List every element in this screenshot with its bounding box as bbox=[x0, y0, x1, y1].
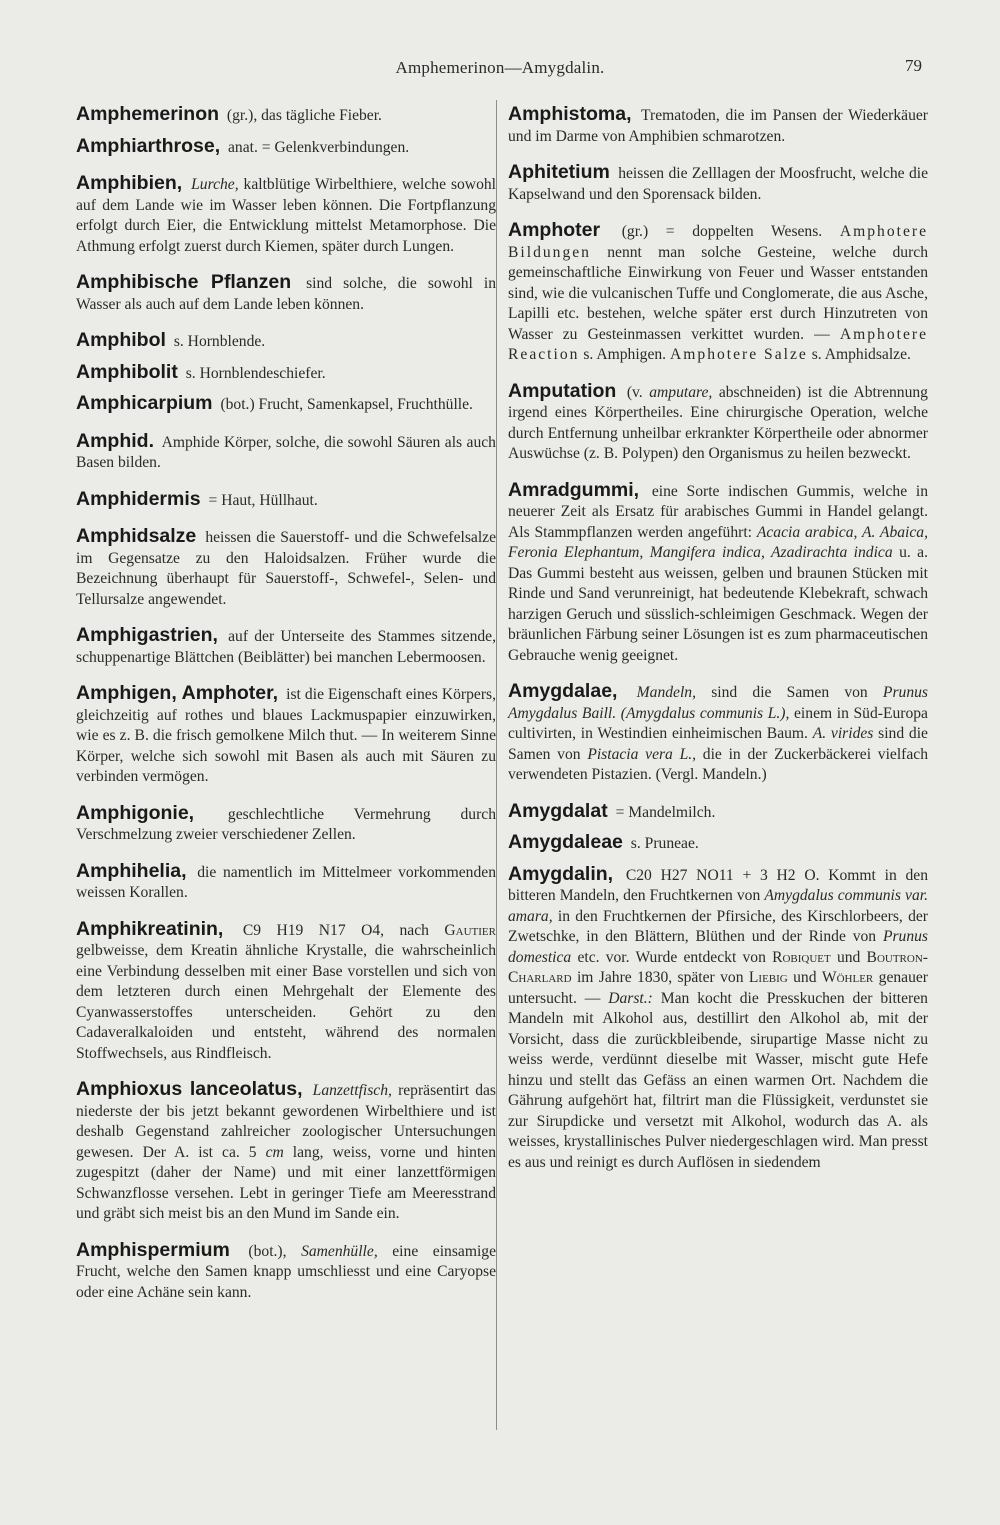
entry-text: genauer untersucht. — bbox=[508, 969, 928, 1007]
entry-amphidsalze bbox=[76, 526, 496, 610]
entry-amradgummi bbox=[508, 480, 928, 667]
entry-headword: Amphoter bbox=[508, 219, 601, 241]
entry-italic: Samenhülle, bbox=[301, 1242, 378, 1260]
entry-text: lang, weiss, vorne und hinten zugespitzt (daher der Name) und mit einer lanzettförmigen Schwanzflosse versehen. Lebt in geringer Tiefe am Meeresstrand und gräbt sich meist bis an den Mund im Sande ein. bbox=[76, 1143, 496, 1222]
entry-text: s. Hornblende. bbox=[173, 333, 266, 350]
author-name: Robiquet bbox=[772, 948, 831, 966]
entry-italic: Lanzettfisch, bbox=[312, 1082, 392, 1099]
entry-text: = Mandelmilch. bbox=[615, 803, 716, 821]
entry-text: Kommt in den bitteren Mandeln, den Fruchtkernen von bbox=[508, 866, 929, 904]
entry-italic: A. virides bbox=[812, 725, 874, 742]
entry-text: kaltblütige Wirbelthiere, welche sowohl auf dem Lande wie im Wasser leben können. Die Fortpflanzung erfolgt durch Eier, die Entwicklung mittelst Metamorphose. Die Athmung erfolgt zuerst durch Kiemen, später durch Lungen. bbox=[76, 176, 496, 255]
entry-amphicarpium bbox=[76, 393, 496, 416]
entry-text: = Haut, Hüllhaut. bbox=[208, 491, 318, 509]
entry-amphibolit bbox=[76, 362, 496, 385]
entry-text: gelbweisse, dem Kreatin ähnliche Krystalle, die wahrscheinlich eine Verbindung desselben mit einer Base vorstellen und sich von dem letzteren durch einen Mehrgehalt der Elemente des Cyanwasserstoffes unterscheiden. Gehört zu den Cadaveralkaloiden und entsteht, während des normalen Stoffwechsels, aus Rindfleisch. bbox=[76, 942, 496, 1062]
entry-text: Trematoden, die im Pansen der Wiederkäuer und im Darme von Amphibien schmarotzen. bbox=[508, 107, 928, 145]
entry-italic: Amygdalus communis var. amara, bbox=[508, 887, 928, 925]
entry-text: s. Hornblendeschiefer. bbox=[185, 364, 326, 382]
entry-italic: Pistacia vera L., bbox=[587, 745, 697, 763]
entry-headword: Amygdaleae bbox=[508, 831, 623, 853]
entry-headword: Amphigonie, bbox=[76, 801, 195, 824]
entry-amphoter bbox=[508, 220, 928, 366]
entry-text: sind solche, die sowohl in Wasser als auch auf dem Lande leben können. bbox=[76, 275, 496, 313]
entry-text: und bbox=[793, 969, 817, 986]
entry-amphibische-pflanzen bbox=[76, 272, 496, 315]
entry-italic: Mandeln, bbox=[636, 684, 697, 701]
entry-headword: Amputation bbox=[508, 379, 617, 402]
entry-amphiarthrose bbox=[76, 136, 496, 159]
entry-text: heissen die Zelllagen der Moosfrucht, welche die Kapselwand und den Sporensack bilden. bbox=[508, 165, 928, 203]
entry-text: die namentlich im Mittelmeer vorkommenden weissen Korallen. bbox=[76, 863, 496, 901]
left-column bbox=[76, 104, 496, 1318]
entry-amphibol bbox=[76, 330, 496, 353]
entry-italic: Darst.: bbox=[608, 989, 653, 1007]
entry-headword: Amphibische Pflanzen bbox=[76, 271, 292, 293]
entry-text: Man kocht die Presskuchen der bitteren Mandeln mit Alkohol aus, destillirt den Alkohol ab, mit der Vorsicht, dass die zurückbleibende, sirupartige Masse nicht zu weiss werde, verdünnt dieselbe mit Wasser, mischt gute Hefe hinzu und stellt das Gefäss an einen warmen Ort. Nachdem die Gährung aufgehört hat, filtrirt man die Flüssigkeit, verdunstet sie zur Sirupdicke und versetzt mit Alkohol, wodurch das A. als weisses, krystallinisches Pulver niedergeschlagen wird. Man presst es aus und reinigt es durch Auflösen in siedendem bbox=[508, 989, 928, 1171]
entry-amphihelia bbox=[76, 861, 496, 904]
page-header bbox=[0, 58, 1000, 88]
entry-text: (gr.) = doppelten Wesens. bbox=[621, 223, 823, 240]
entry-amygdalin bbox=[508, 864, 928, 1174]
entry-headword: Amphid. bbox=[76, 429, 154, 452]
entry-text: (gr.), das tägliche Fieber. bbox=[226, 107, 382, 124]
entry-amphioxus bbox=[76, 1079, 496, 1225]
entry-text: abschneiden) ist die Abtrennung irgend eines Körpertheiles. Eine chirurgische Operation, welche durch Entfernung unheilbar erkrankter Körpertheile oder abnormer Auswüchse (z. B. Polypen) den Organismus zu heilen bezweckt. bbox=[508, 383, 928, 462]
entry-text: Amphide Körper, solche, die sowohl Säuren als auch Basen bilden. bbox=[76, 433, 496, 471]
entry-headword: Amphibol bbox=[76, 329, 166, 351]
entry-italic: Prunus domestica bbox=[508, 928, 928, 966]
entry-text: einem in Süd-Europa cultivirten, in Westindien einheimischen Baum. bbox=[508, 704, 928, 742]
entry-headword: Amphidsalze bbox=[76, 525, 197, 547]
entry-headword: Amphistoma, bbox=[508, 103, 632, 125]
entry-text: (v. bbox=[626, 383, 643, 401]
entry-headword: Amygdalin, bbox=[508, 862, 614, 885]
entry-text: auf der Unterseite des Stammes sitzende, schuppenartige Blättchen (Beiblätter) bei manchen Lebermoosen. bbox=[76, 628, 496, 666]
entry-headword: Amphidermis bbox=[76, 487, 201, 510]
entry-amphidermis bbox=[76, 489, 496, 512]
entry-text: heissen die Sauerstoff- und die Schwefelsalze im Gegensatze zu den Haloidsalzen. Früher wurde die Bezeichnung überhaupt für Sauerstoff-, Schwefel-, Selen- und Tellursalze angewendet. bbox=[76, 529, 496, 608]
entry-text: (bot.) Frucht, Samenkapsel, Fruchthülle. bbox=[220, 396, 473, 413]
author-name: Liebig bbox=[748, 969, 788, 986]
spaced-term: Amphotere Reaction bbox=[508, 325, 928, 363]
chemical-formula: C20 H27 NO11 + 3 H2 O. bbox=[625, 866, 820, 884]
entry-text: sind die Samen von bbox=[711, 684, 868, 701]
entry-text: nennt man solche Gesteine, welche durch gemeinschaftliche Einwirkung von Feuer und Wasser entstanden sind, wie die vulcanischen Tuffe und Conglomerate, die aus Asche, Lapilli etc. bestehen, welche später erst durch Hinzutreten von Wasser zu Gesteinmassen verkittet wurden. — bbox=[508, 243, 928, 343]
entry-amphigen bbox=[76, 683, 496, 788]
entry-text: ist die Eigenschaft eines Körpers, gleichzeitig auf rothes und blaues Lackmuspapier einzuwirken, wie es z. B. die frisch gemolkene Milch thut. — In weiterem Sinne Körper, welche sich sowohl mit Basen als auch mit Säuren zu verbinden vermögen. bbox=[76, 686, 496, 785]
entry-italic: Lurche, bbox=[191, 176, 239, 193]
entry-headword: Aphitetium bbox=[508, 161, 610, 183]
entry-text: repräsentirt das niederste der bis jetzt bekannt gewordenen Wirbelthiere und ist deshalb Gegenstand zahlreicher zoologischer Untersuchungen gewesen. Der A. ist ca. 5 bbox=[76, 1082, 496, 1161]
entry-amputation bbox=[508, 381, 928, 465]
author-name: Gautier bbox=[444, 921, 496, 939]
entry-headword: Amphibien, bbox=[76, 172, 183, 194]
entry-headword: Amradgummi, bbox=[508, 478, 640, 501]
entry-text: etc. vor. Wurde entdeckt von bbox=[577, 948, 766, 966]
entry-amygdalae bbox=[508, 681, 928, 786]
entry-headword: Amphioxus lanceolatus, bbox=[76, 1078, 303, 1100]
entry-amphigastrien bbox=[76, 625, 496, 668]
entry-headword: Amphigastrien, bbox=[76, 624, 218, 646]
entry-text: s. Amphidsalze. bbox=[811, 346, 911, 363]
entry-italic: amputare, bbox=[649, 383, 713, 401]
entry-text: eine einsamige Frucht, welche den Samen knapp umschliesst und eine Caryopse oder eine Achäne sein kann. bbox=[76, 1242, 496, 1301]
entry-headword: Amphikreatinin, bbox=[76, 917, 224, 940]
entry-text: geschlechtliche Vermehrung durch Verschmelzung zweier verschiedener Zellen. bbox=[76, 805, 496, 843]
entry-headword: Amygdalat bbox=[508, 799, 608, 822]
entry-amphid bbox=[76, 431, 496, 474]
entry-italic: Prunus Amygdalus Baill. (Amygdalus communis L.), bbox=[508, 684, 928, 722]
page-number: 79 bbox=[905, 56, 922, 75]
right-column bbox=[508, 104, 928, 1188]
entry-amphikreatinin bbox=[76, 919, 496, 1065]
entry-aphitetium bbox=[508, 162, 928, 205]
entry-headword: Amphemerinon bbox=[76, 103, 220, 125]
entry-headword: Amphibolit bbox=[76, 360, 178, 383]
entry-text: u. a. Das Gummi besteht aus weissen, gelben und braunen Stücken mit Rinde und Sand verunreinigt, hat bedeutende Klebekraft, schwach harzigen Geruch und süsslich-schleimigen Geschmack. Wegen der bräunlichen Färbung seiner Lösungen ist es zum pharmaceutischen Gebrauche wenig geeignet. bbox=[508, 544, 928, 664]
unit: cm bbox=[265, 1143, 284, 1161]
column-divider bbox=[496, 100, 497, 1430]
author-name: Boutron-Charlard bbox=[508, 948, 928, 986]
entry-text: s. Pruneae. bbox=[630, 835, 699, 852]
entry-amphistoma bbox=[508, 104, 928, 147]
entry-headword: Amphihelia, bbox=[76, 859, 187, 882]
entry-text: die in der Zuckerbäckerei vielfach verwendeten Pistazien. (Vergl. Mandeln.) bbox=[508, 745, 928, 783]
entry-text: in den Fruchtkernen der Pfirsiche, des Kirschlorbeers, der Zwetschke, in den Blättern, Blüthen und der Rinde von bbox=[508, 907, 928, 945]
entry-text: und bbox=[836, 948, 861, 966]
entry-headword: Amphicarpium bbox=[76, 392, 213, 414]
spaced-term: Amphotere Bildungen bbox=[508, 223, 928, 261]
entry-amphispermium bbox=[76, 1240, 496, 1304]
entry-headword: Amphispermium bbox=[76, 1238, 230, 1261]
entry-headword: Amphiarthrose, bbox=[76, 134, 221, 157]
entry-headword: Amygdalae, bbox=[508, 680, 618, 702]
entry-amphemerinon bbox=[76, 104, 496, 127]
entry-amygdaleae bbox=[508, 832, 928, 855]
entry-text: im Jahre 1830, später von bbox=[576, 969, 744, 986]
entry-headword: Amphigen, Amphoter, bbox=[76, 682, 279, 704]
entry-italic: Acacia arabica, A. Abaica, Feronia Elephantum, Mangifera indica, Azadirachta indica bbox=[508, 523, 928, 561]
entry-amphibien bbox=[76, 173, 496, 257]
entry-text: sind die Samen von bbox=[508, 725, 928, 763]
entry-amygdalat bbox=[508, 801, 928, 824]
entry-text: (bot.), bbox=[248, 1242, 287, 1260]
chemical-formula: C9 H19 N17 O4, bbox=[242, 921, 385, 939]
entry-text: nach bbox=[399, 921, 429, 939]
spaced-term: Amphotere Salze bbox=[670, 346, 808, 363]
entry-text: s. Amphigen. bbox=[583, 346, 667, 363]
entry-amphigonie bbox=[76, 803, 496, 846]
author-name: Wöhler bbox=[821, 969, 874, 986]
entry-text: eine Sorte indischen Gummis, welche in neuerer Zeit als Ersatz für arabisches Gummi in Handel gelangt. Als Stammpflanzen werden angeführt: bbox=[508, 482, 929, 541]
running-head: Amphemerinon—Amygdalin. bbox=[395, 58, 605, 77]
entry-text: anat. = Gelenkverbindungen. bbox=[228, 138, 410, 156]
